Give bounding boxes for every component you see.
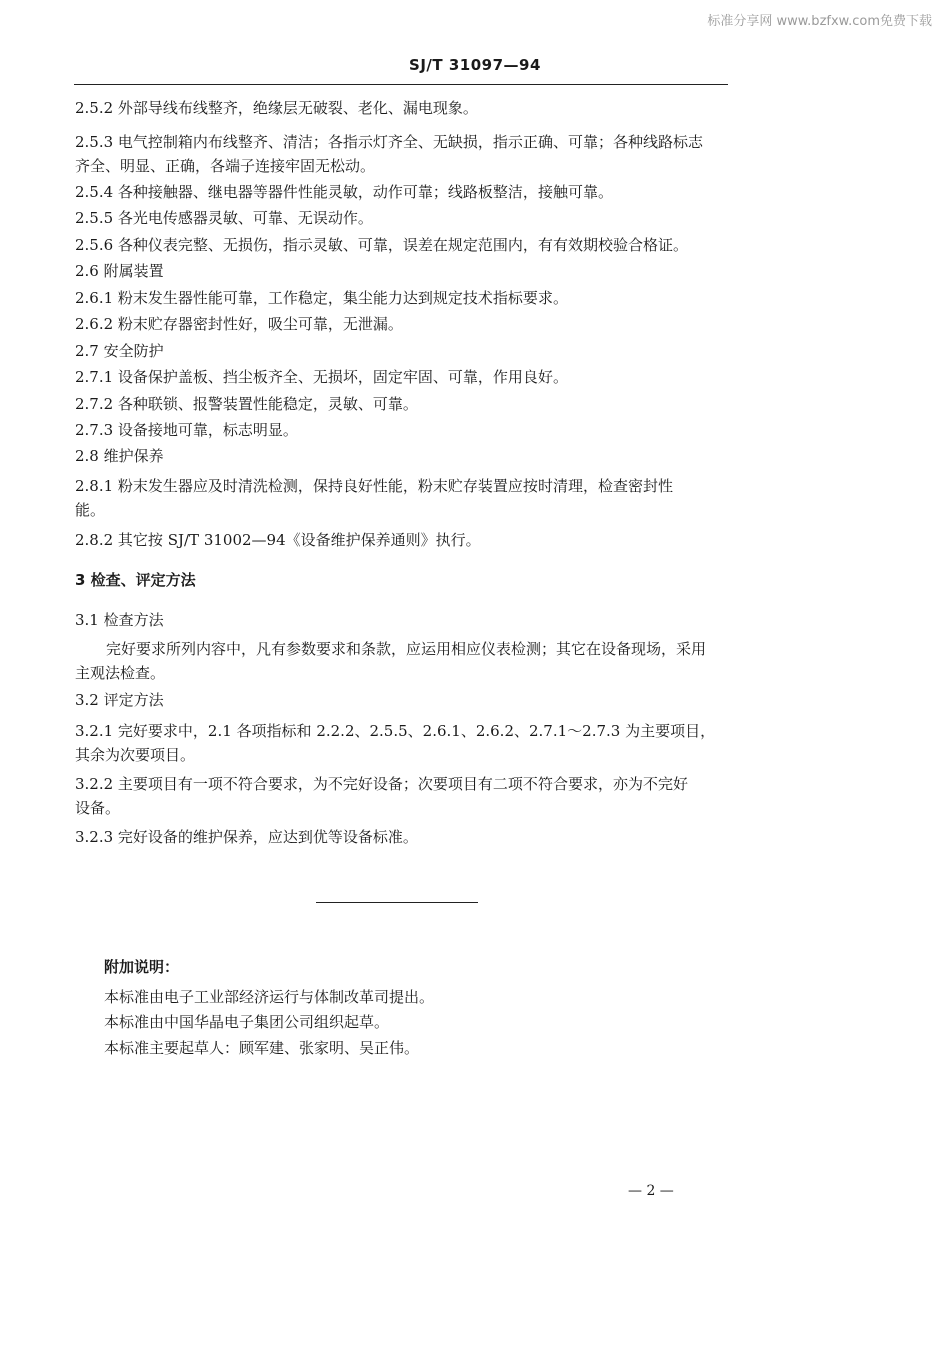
clause-2-6-2: 2.6.2 粉末贮存器密封性好，吸尘可靠，无泄漏。 bbox=[75, 315, 403, 333]
clause-2-5-5: 2.5.5 各光电传感器灵敏、可靠、无误动作。 bbox=[75, 209, 373, 227]
section-2-6: 2.6 附属装置 bbox=[75, 262, 164, 280]
section-3-1-body: 完好要求所列内容中，凡有参数要求和条款，应运用相应仪表检测；其它在设备现场，采用 bbox=[106, 640, 707, 658]
clause-2-7-1: 2.7.1 设备保护盖板、挡尘板齐全、无损坏，固定牢固、可靠，作用良好。 bbox=[75, 368, 568, 386]
clause-2-7-3: 2.7.3 设备接地可靠，标志明显。 bbox=[75, 421, 298, 439]
clause-2-5-3: 2.5.3 电气控制箱内布线整齐、清洁；各指示灯齐全、无缺损，指示正确、可靠；各种线路标志 bbox=[75, 133, 703, 151]
clause-2-6-1: 2.6.1 粉末发生器性能可靠，工作稳定，集尘能力达到规定技术指标要求。 bbox=[75, 289, 568, 307]
clause-2-5-6: 2.5.6 各种仪表完整、无损伤，指示灵敏、可靠，误差在规定范围内，有有效期校验合格证。 bbox=[75, 236, 688, 254]
clause-2-8-1-cont: 能。 bbox=[75, 501, 106, 519]
page-number: — 2 — bbox=[628, 1183, 674, 1199]
appendix-line-2: 本标准由中国华晶电子集团公司组织起草。 bbox=[104, 1013, 390, 1031]
clause-2-8-2: 2.8.2 其它按 SJ/T 31002—94《设备维护保养通则》执行。 bbox=[75, 531, 481, 549]
clause-3-2-2: 3.2.2 主要项目有一项不符合要求，为不完好设备；次要项目有二项不符合要求，亦为不完好 bbox=[75, 775, 688, 793]
clause-2-7-2: 2.7.2 各种联锁、报警装置性能稳定，灵敏、可靠。 bbox=[75, 395, 418, 413]
chapter-3-heading: 3 检查、评定方法 bbox=[75, 571, 196, 589]
site-watermark: 标准分享网 www.bzfxw.com免费下载 bbox=[707, 14, 932, 29]
section-2-8: 2.8 维护保养 bbox=[75, 447, 164, 465]
appendix-line-1: 本标准由电子工业部经济运行与体制改革司提出。 bbox=[104, 988, 435, 1006]
standard-code-header: SJ/T 31097—94 bbox=[409, 56, 541, 74]
clause-3-2-2-cont: 设备。 bbox=[75, 799, 121, 817]
section-3-1-body-cont: 主观法检查。 bbox=[75, 664, 166, 682]
clause-2-5-2: 2.5.2 外部导线布线整齐，绝缘层无破裂、老化、漏电现象。 bbox=[75, 99, 478, 117]
appendix-title: 附加说明： bbox=[104, 958, 180, 976]
clause-2-8-1: 2.8.1 粉末发生器应及时清洗检测，保持良好性能，粉末贮存装置应按时清理，检查密封性 bbox=[75, 477, 673, 495]
section-2-7: 2.7 安全防护 bbox=[75, 342, 164, 360]
end-of-text-rule bbox=[316, 902, 478, 903]
header-rule bbox=[74, 84, 728, 85]
clause-2-5-3-cont: 齐全、明显、正确，各端子连接牢固无松动。 bbox=[75, 157, 376, 175]
clause-2-5-4: 2.5.4 各种接触器、继电器等器件性能灵敏，动作可靠；线路板整洁，接触可靠。 bbox=[75, 183, 613, 201]
clause-3-2-1-cont: 其余为次要项目。 bbox=[75, 746, 196, 764]
section-3-1: 3.1 检查方法 bbox=[75, 611, 164, 629]
section-3-2: 3.2 评定方法 bbox=[75, 691, 164, 709]
clause-3-2-1: 3.2.1 完好要求中，2.1 各项指标和 2.2.2、2.5.5、2.6.1、2.6.2、2.7.1～2.7.3 为主要项目， bbox=[75, 722, 716, 740]
appendix-line-3: 本标准主要起草人：顾军建、张家明、吴正伟。 bbox=[104, 1039, 420, 1057]
clause-3-2-3: 3.2.3 完好设备的维护保养，应达到优等设备标准。 bbox=[75, 828, 418, 846]
